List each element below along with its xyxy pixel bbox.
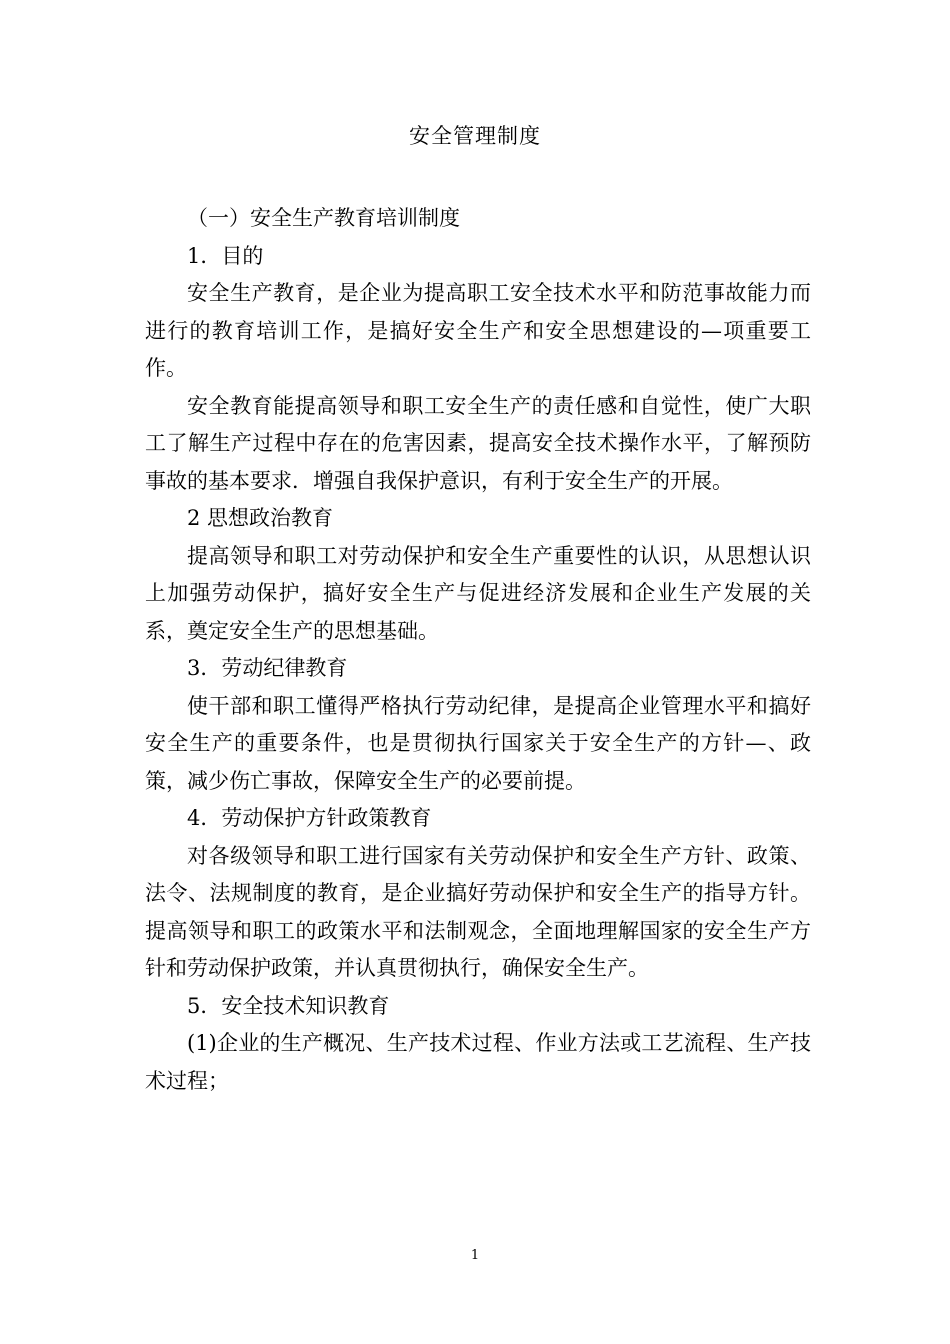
paragraph: 安全教育能提高领导和职工安全生产的责任感和自觉性，使广大职工了解生产过程中存在的危害因素，提高安全技术操作水平，了解预防事故的基本要求．增强自我保护意识，有利于安全生产的开展。 <box>145 393 811 493</box>
paragraph: 提高领导和职工对劳动保护和安全生产重要性的认识，从思想认识上加强劳动保护，搞好安全生产与促进经济发展和企业生产发展的关系，奠定安全生产的思想基础。 <box>145 543 811 643</box>
page-number: 1 <box>470 1248 480 1263</box>
paragraph: 对各级领导和职工进行国家有关劳动保护和安全生产方针、政策、法令、法规制度的教育，是企业搞好劳动保护和安全生产的指导方针。提高领导和职工的政策水平和法制观念，全面地理解国家的安全生产方针和劳动保护政策，并认真贯彻执行，确保安全生产。 <box>145 843 811 980</box>
subheading-political-education: 2 思想政治教育 <box>187 506 334 530</box>
subheading-purpose: 1．目的 <box>187 243 264 268</box>
subheading-labor-discipline: 3．劳动纪律教育 <box>187 656 348 680</box>
section-heading: （一）安全生产教育培训制度 <box>187 206 460 230</box>
paragraph: 使干部和职工懂得严格执行劳动纪律，是提高企业管理水平和搞好安全生产的重要条件，也是贯彻执行国家关于安全生产的方针—、政策，减少伤亡事故，保障安全生产的必要前提。 <box>145 693 811 793</box>
document-body <box>145 200 811 1100</box>
paragraph: (1)企业的生产概况、生产技术过程、作业方法或工艺流程、生产技术过程； <box>145 1031 811 1093</box>
paragraph: 安全生产教育，是企业为提高职工安全技术水平和防范事故能力而进行的教育培训工作，是搞好安全生产和安全思想建设的—项重要工作。 <box>145 281 811 380</box>
document-title: 安全管理制度 <box>409 124 541 148</box>
subheading-labor-protection-policy: 4．劳动保护方针政策教育 <box>187 806 432 830</box>
subheading-safety-tech-knowledge: 5．安全技术知识教育 <box>187 993 390 1018</box>
